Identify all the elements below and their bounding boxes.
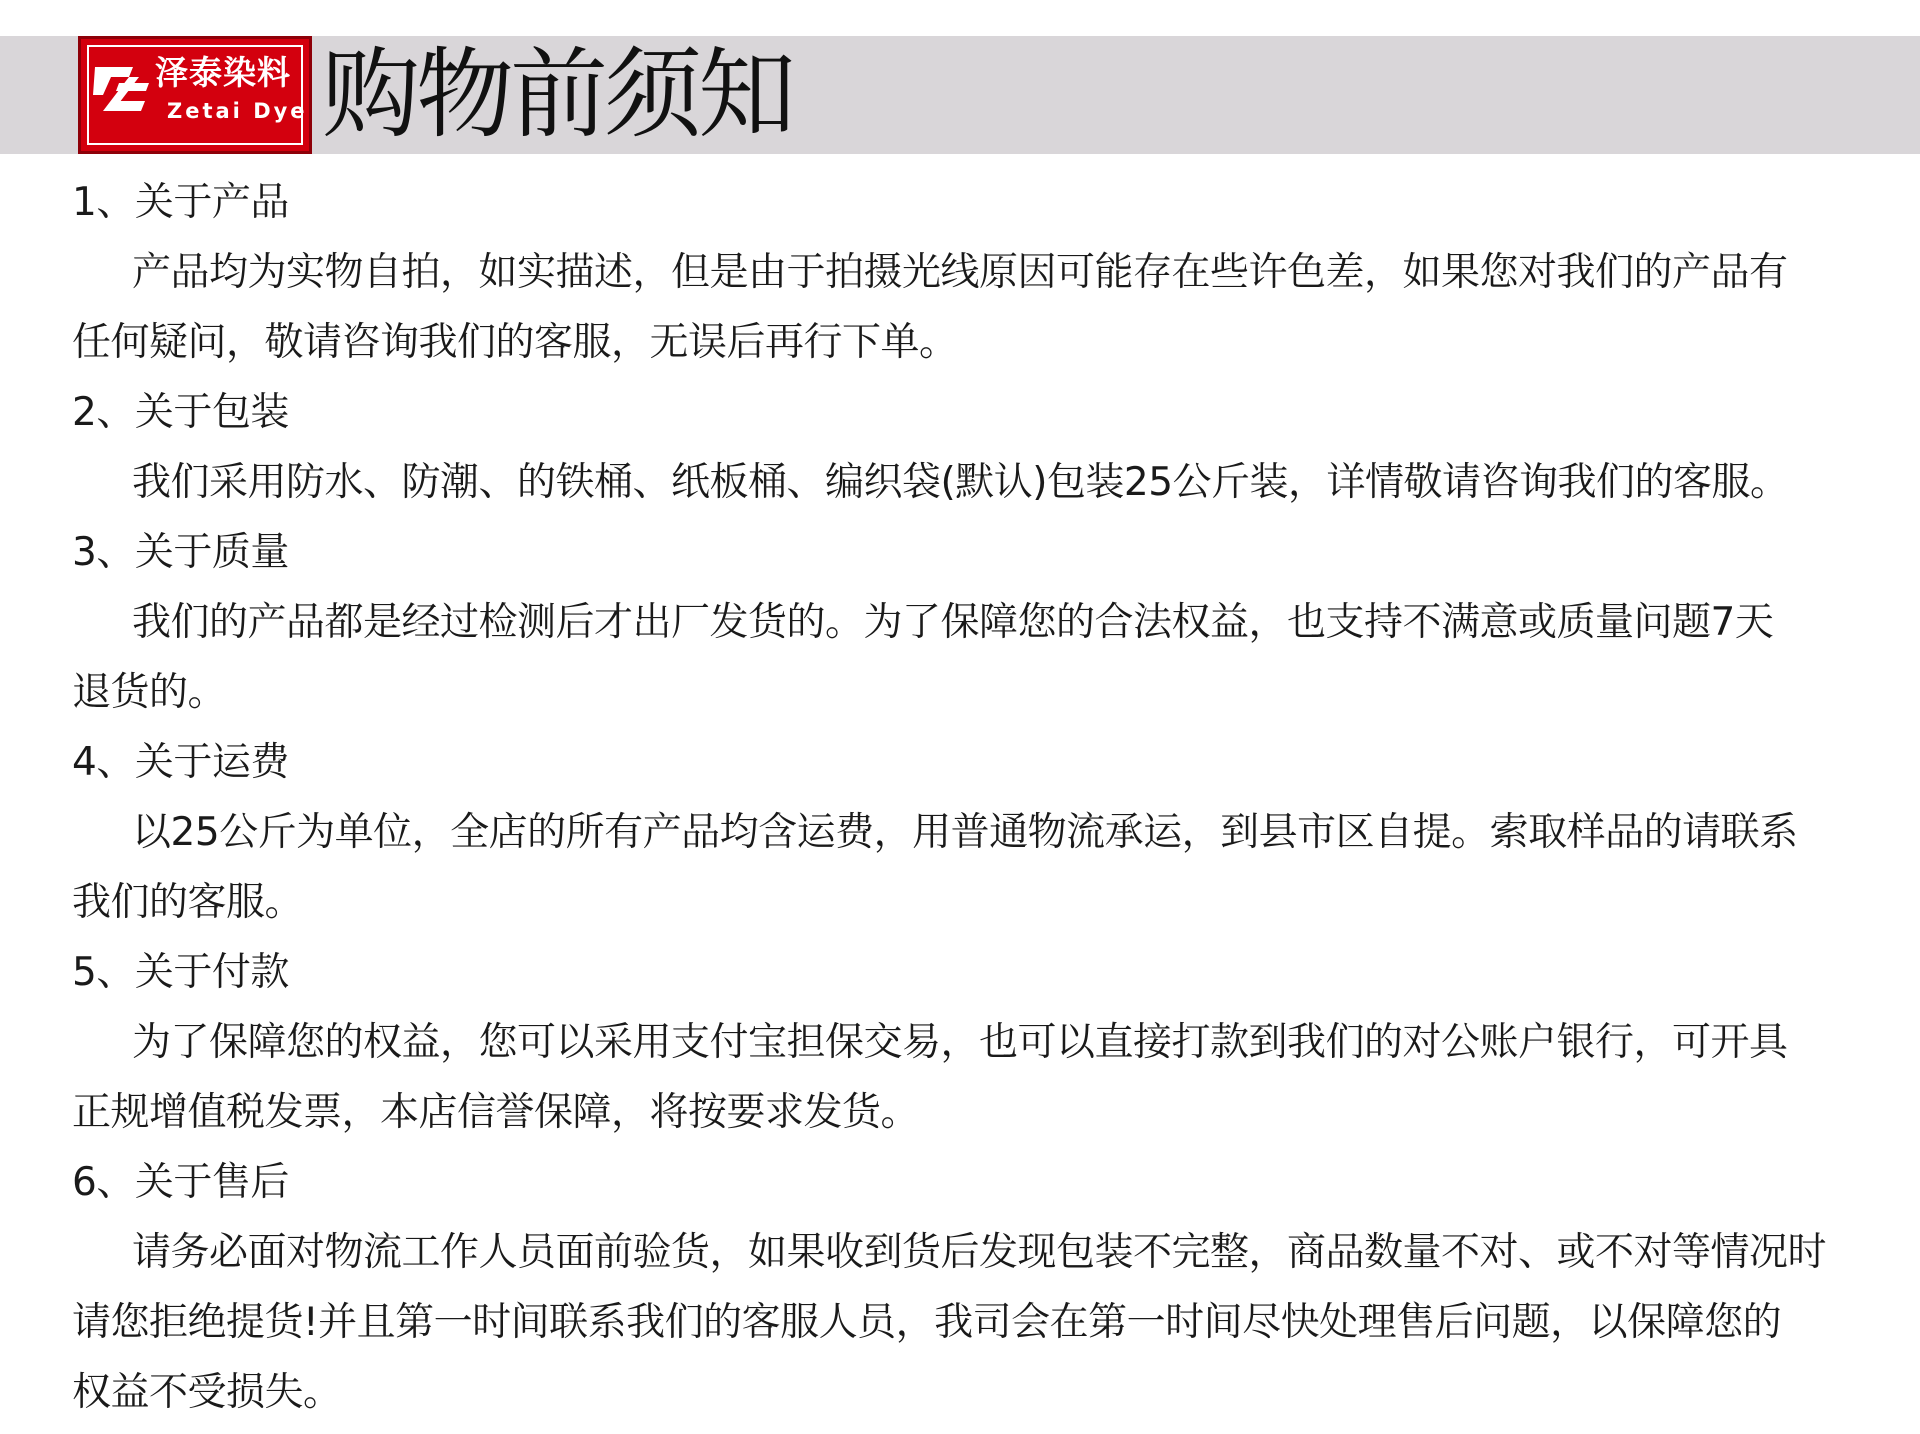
section-heading: 4、关于运费 xyxy=(72,740,289,785)
section-packaging xyxy=(72,378,1892,518)
brand-logo xyxy=(78,36,312,154)
zt-logo-mark-icon xyxy=(89,55,151,123)
section-line: 我们的客服。 xyxy=(72,880,304,925)
section-heading: 1、关于产品 xyxy=(72,180,289,225)
section-product xyxy=(72,168,1892,378)
section-line: 为了保障您的权益，您可以采用支付宝担保交易，也可以直接打款到我们的对公账户银行，可开具 xyxy=(132,1020,1788,1065)
section-line: 以25公斤为单位，全店的所有产品均含运费，用普通物流承运，到县市区自提。索取样品的请联系 xyxy=(132,810,1798,855)
section-quality xyxy=(72,518,1892,728)
section-heading: 6、关于售后 xyxy=(72,1160,289,1205)
section-line: 权益不受损失。 xyxy=(72,1370,342,1415)
section-line: 请您拒绝提货!并且第一时间联系我们的客服人员，我司会在第一时间尽快处理售后问题，以保障您的 xyxy=(72,1300,1782,1345)
section-line: 退货的。 xyxy=(72,670,227,715)
section-shipping xyxy=(72,728,1892,938)
section-line: 我们采用防水、防潮、的铁桶、纸板桶、编织袋(默认)包装25公斤装，详情敬请咨询我们的客服。 xyxy=(132,460,1789,505)
section-line: 产品均为实物自拍，如实描述，但是由于拍摄光线原因可能存在些许色差，如果您对我们的产品有 xyxy=(132,250,1788,295)
logo-chinese-name: 泽泰染料 xyxy=(155,53,291,92)
page-title: 购物前须知 xyxy=(322,38,793,152)
section-line: 任何疑问，敬请咨询我们的客服，无误后再行下单。 xyxy=(72,320,958,365)
section-heading: 5、关于付款 xyxy=(72,950,289,995)
section-line: 正规增值税发票，本店信誉保障，将按要求发货。 xyxy=(72,1090,920,1135)
section-line: 请务必面对物流工作人员面前验货，如果收到货后发现包装不完整，商品数量不对、或不对等情况时 xyxy=(132,1230,1827,1275)
section-line: 我们的产品都是经过检测后才出厂发货的。为了保障您的合法权益，也支持不满意或质量问题7天 xyxy=(132,600,1774,645)
logo-english-name: Zetai Dye xyxy=(167,99,308,123)
section-after-sales xyxy=(72,1148,1892,1428)
section-heading: 3、关于质量 xyxy=(72,530,289,575)
section-heading: 2、关于包装 xyxy=(72,390,289,435)
notice-content xyxy=(72,168,1892,1428)
section-payment xyxy=(72,938,1892,1148)
